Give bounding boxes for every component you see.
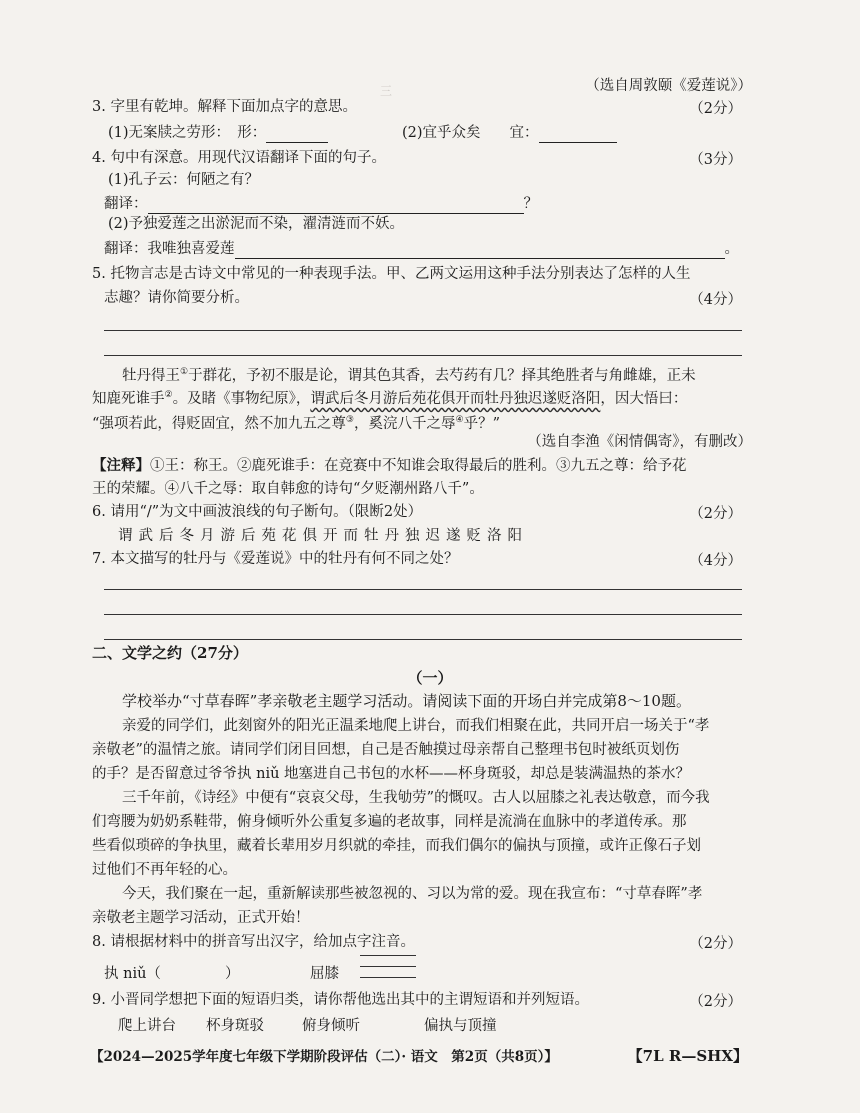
source-liyu: （选自李渔《闲情偶寄》，有删改） xyxy=(527,434,752,450)
q8-b-pinyin-line-2[interactable] xyxy=(360,966,416,967)
note-ref-3: ③ xyxy=(345,415,354,425)
q3-item2 xyxy=(402,123,617,143)
q3-answer1-blank[interactable] xyxy=(266,127,328,143)
q7-answer-line-1[interactable] xyxy=(104,589,742,590)
passage-l3c: 乎？” xyxy=(463,415,500,432)
passage-l2a: 知鹿死谁手 xyxy=(92,390,165,407)
para1-line3: 的手？是否留意过爷爷执 niǔ 地塞进自己书包的水杯——杯身斑驳，却总是装满温热的茶水？ xyxy=(92,766,691,782)
q8-a-text: 执 niǔ（ xyxy=(104,966,161,982)
note-ref-2: ② xyxy=(164,390,173,400)
q9-stem: 9. 小晋同学想把下面的短语归类，请你帮他选出其中的主谓短语和并列短语。 xyxy=(92,992,589,1008)
section2-sub: （一） xyxy=(407,669,453,687)
section2-title: 二、文学之约（27分） xyxy=(92,644,248,662)
q6-stem: 6. 请用“/”为文中画波浪线的句子断句。（限断2处） xyxy=(92,504,423,520)
q8-score: （2分） xyxy=(689,936,742,952)
q8-item-b: 屈膝 xyxy=(310,966,339,982)
q4-trans1-blank[interactable] xyxy=(148,198,524,214)
footer-code: 【7L R—SHX】 xyxy=(627,1047,748,1065)
passage-l2c: ，因大悟曰： xyxy=(600,390,688,407)
q9-item-1: 爬上讲台 xyxy=(118,1018,176,1034)
q6-score: （2分） xyxy=(689,506,742,522)
q8-b-pinyin-line-1[interactable] xyxy=(360,955,416,956)
q7-score: （4分） xyxy=(689,553,742,569)
note-ref-4: ④ xyxy=(455,415,464,425)
q3-item1-text: (1)无案牍之劳形： 形： xyxy=(108,125,267,141)
para2-line3: 些看似琐碎的争执里，藏着长辈用岁月织就的牵挂，而我们偶尔的偏执与顶撞，或许正像石子划 xyxy=(92,838,701,854)
passage-l2b: 。及睹《事物纪原》， xyxy=(172,390,311,407)
notes-text-1: ①王：称王。②鹿死谁手：在竞赛中不知谁会取得最后的胜利。③九五之尊：给予花 xyxy=(150,458,687,474)
passage-l1a: 牡丹得王 xyxy=(122,367,180,384)
para3-line2: 亲敬老主题学习活动，正式开始！ xyxy=(92,910,310,926)
q8-b-pinyin-line-3[interactable] xyxy=(360,977,416,978)
passage-line-1 xyxy=(122,362,696,386)
q4-stem: 4. 句中有深意。用现代汉语翻译下面的句子。 xyxy=(92,150,386,166)
para1-line2: 亲敬老”的温情之旅。请同学们闭目回想，自己是否触摸过母亲帮自己整理书包时被纸页划伤 xyxy=(92,742,680,758)
q4-score: （3分） xyxy=(689,152,742,168)
q9-item-2: 杯身斑驳 xyxy=(206,1018,264,1034)
q5-line2: 志趣？请你简要分析。 xyxy=(104,290,249,306)
q4-trans1-label: 翻译： xyxy=(104,196,148,212)
passage-line-3 xyxy=(92,410,500,434)
q4-item2: (2)予独爱莲之出淤泥而不染，濯清涟而不妖。 xyxy=(108,216,405,232)
q4-trans2-blank[interactable] xyxy=(235,243,725,259)
notes-line-2: 王的荣耀。④八千之辱：取自韩愈的诗句“夕贬潮州路八千”。 xyxy=(92,481,484,497)
q4-trans2 xyxy=(104,239,739,259)
notes-label: 【注释】 xyxy=(92,457,150,474)
notes-line-1 xyxy=(92,456,687,476)
passage-line-2 xyxy=(92,385,687,409)
q9-item-4: 偏执与顶撞 xyxy=(424,1018,497,1034)
para2-line4: 过他们不再年轻的心。 xyxy=(92,862,237,878)
q7-stem: 7. 本文描写的牡丹与《爱莲说》中的牡丹有何不同之处？ xyxy=(92,551,459,567)
q8-item-a xyxy=(104,964,239,984)
q9-score: （2分） xyxy=(689,994,742,1010)
q4-qmark: ？ xyxy=(523,196,538,212)
q8-stem: 8. 请根据材料中的拼音写出汉字，给加点字注音。 xyxy=(92,934,415,950)
para3-line1: 今天，我们聚在一起，重新解读那些被忽视的、习以为常的爱。现在我宣布：“寸草春晖”孝 xyxy=(122,886,703,902)
intro: 学校举办“寸草春晖”孝亲敬老主题学习活动。请阅读下面的开场白并完成第8～10题。 xyxy=(122,692,691,710)
q3-score: （2分） xyxy=(689,101,742,117)
q4-item1: (1)孔子云：何陋之有？ xyxy=(108,172,260,188)
q4-trans2-text: 翻译：我唯独喜爱莲 xyxy=(104,241,235,257)
q5-answer-line-2[interactable] xyxy=(104,355,742,356)
q7-answer-line-2[interactable] xyxy=(104,614,742,615)
q3-item1 xyxy=(108,123,328,143)
q5-score: （4分） xyxy=(689,292,742,308)
passage-l3a: “强项若此，得贬固宜，然不加九五之尊 xyxy=(92,415,346,432)
q5-answer-line-1[interactable] xyxy=(104,330,742,331)
q3-stem: 3. 字里有乾坤。解释下面加点字的意思。 xyxy=(92,99,357,115)
q4-end: 。 xyxy=(724,241,739,257)
q3-answer2-blank[interactable] xyxy=(539,127,617,143)
note-ref-1: ① xyxy=(180,367,189,377)
para1-line1: 亲爱的同学们，此刻窗外的阳光正温柔地爬上讲台，而我们相聚在此，共同开启一场关于“孝 xyxy=(122,718,710,734)
q7-answer-line-3[interactable] xyxy=(104,639,742,640)
q6-sentence[interactable]: 谓武后冬月游后苑花俱开而牡丹独迟遂贬洛阳 xyxy=(118,528,528,544)
wavy-sentence: 谓武后冬月游后苑花俱开而牡丹独迟遂贬洛阳 xyxy=(310,390,601,407)
q8-a-close: ） xyxy=(224,966,240,982)
passage-l3b: ，奚浣八千之辱 xyxy=(354,415,456,432)
q9-item-3: 俯身倾听 xyxy=(302,1018,360,1034)
passage-l1b: 于群花，予初不服是论，谓其色其香，去芍药有几？择其绝胜者与角雌雄，正未 xyxy=(188,367,696,384)
para2-line1: 三千年前，《诗经》中便有“哀哀父母，生我劬劳”的慨叹。古人以屈膝之礼表达敬意，而今我 xyxy=(122,790,710,806)
para2-line2: 们弯腰为奶奶系鞋带，俯身倾听外公重复多遍的老故事，同样是流淌在血脉中的孝道传承。那 xyxy=(92,814,687,830)
source-zhou: （选自周敦颐《爱莲说》） xyxy=(585,78,752,94)
q5-line1: 5. 托物言志是古诗文中常见的一种表现手法。甲、乙两文运用这种手法分别表达了怎样的人生 xyxy=(92,266,691,282)
footer-info: 【2024—2025学年度七年级下学期阶段评估（二）· 语文 第2页（共8页）】 xyxy=(90,1049,558,1065)
exam-page: 三 （选自周敦颐《爱莲说》） 3. 字里有乾坤。解释下面加点字的意思。 （2分） (1)无案牍之劳形： 形： (2)宜乎众矣 宜： 4. 句中有深意。用现代汉语翻译下面的句子。 （3分） (1)孔子云：何陋之有？ 翻译： ？ (2)予独爱莲之出淤泥而不染，濯清涟而不妖。 翻译：我唯独喜爱莲 。 5. 托物言志是古诗文中常见的一种表现手法。甲、乙两文运用这种手法分别表达了怎样的人生 志趣？请你简要分析。 （4分） 牡丹得王①于群花，予初不服是论，谓其色其香，去芍药有几？择其绝胜者与角雌雄，正未 知鹿死谁手②。及睹《事物纪原》，谓武后冬月游后苑花俱开而牡丹独迟遂贬洛阳，因大悟曰： “强项若此，得贬固宜，然不加九五之尊③，奚浣八千之辱④乎？” （选自李渔《闲情偶寄》，有删改） 【注释】①王：称王。②鹿死谁手：在竞赛中不知谁会取得最后的胜利。③九五之尊：给予花 王的荣耀。④八千之辱：取自韩愈的诗句“夕贬潮州路八千”。 6. 请用“/”为文中画波浪线的句子断句。（限断2处） （2分） 谓武后冬月游后苑花俱开而牡丹独迟遂贬洛阳 7. 本文描写的牡丹与《爱莲说》中的牡丹有何不同之处？ （4分） 二、文学之约（27分） （一） 学校举办“寸草春晖”孝亲敬老主题学习活动。请阅读下面的开场白并完成第8～10题。 亲爱的同学们，此刻窗外的阳光正温柔地爬上讲台，而我们相聚在此，共同开启一场关于“孝 亲敬老”的温情之旅。请同学们闭目回想，自己是否触摸过母亲帮自己整理书包时被纸页划伤 的手？是否留意过爷爷执 niǔ 地塞进自己书包的水杯——杯身斑驳，却总是装满温热的茶水？ 三千年前，《诗经》中便有“哀哀父母，生我劬劳”的慨叹。古人以屈膝之礼表达敬意，而今我 们弯腰为奶奶系鞋带，俯身倾听外公重复多遍的老故事，同样是流淌在血脉中的孝道传承。那 些看似琐碎的争执里，藏着长辈用岁月织就的牵挂，而我们偶尔的偏执与顶撞，或许正像石子划 过他们不再年轻的心。 今天，我们聚在一起，重新解读那些被忽视的、习以为常的爱。现在我宣布：“寸草春晖”孝 亲敬老主题学习活动，正式开始！ 8. 请根据材料中的拼音写出汉字，给加点字注音。 （2分） 执 niǔ（ ） 屈膝 9. 小晋同学想把下面的短语归类，请你帮他选出其中的主谓短语和并列短语。 （2分） 爬上讲台 杯身斑驳 俯身倾听 偏执与顶撞 【2024—2025学年度七年级下学期阶段评估（二）· 语文 第2页（共8页）】 【7L R—SHX】 xyxy=(0,0,860,1113)
q4-trans1 xyxy=(104,194,538,214)
q3-item2-text: (2)宜乎众矣 宜： xyxy=(402,125,539,141)
